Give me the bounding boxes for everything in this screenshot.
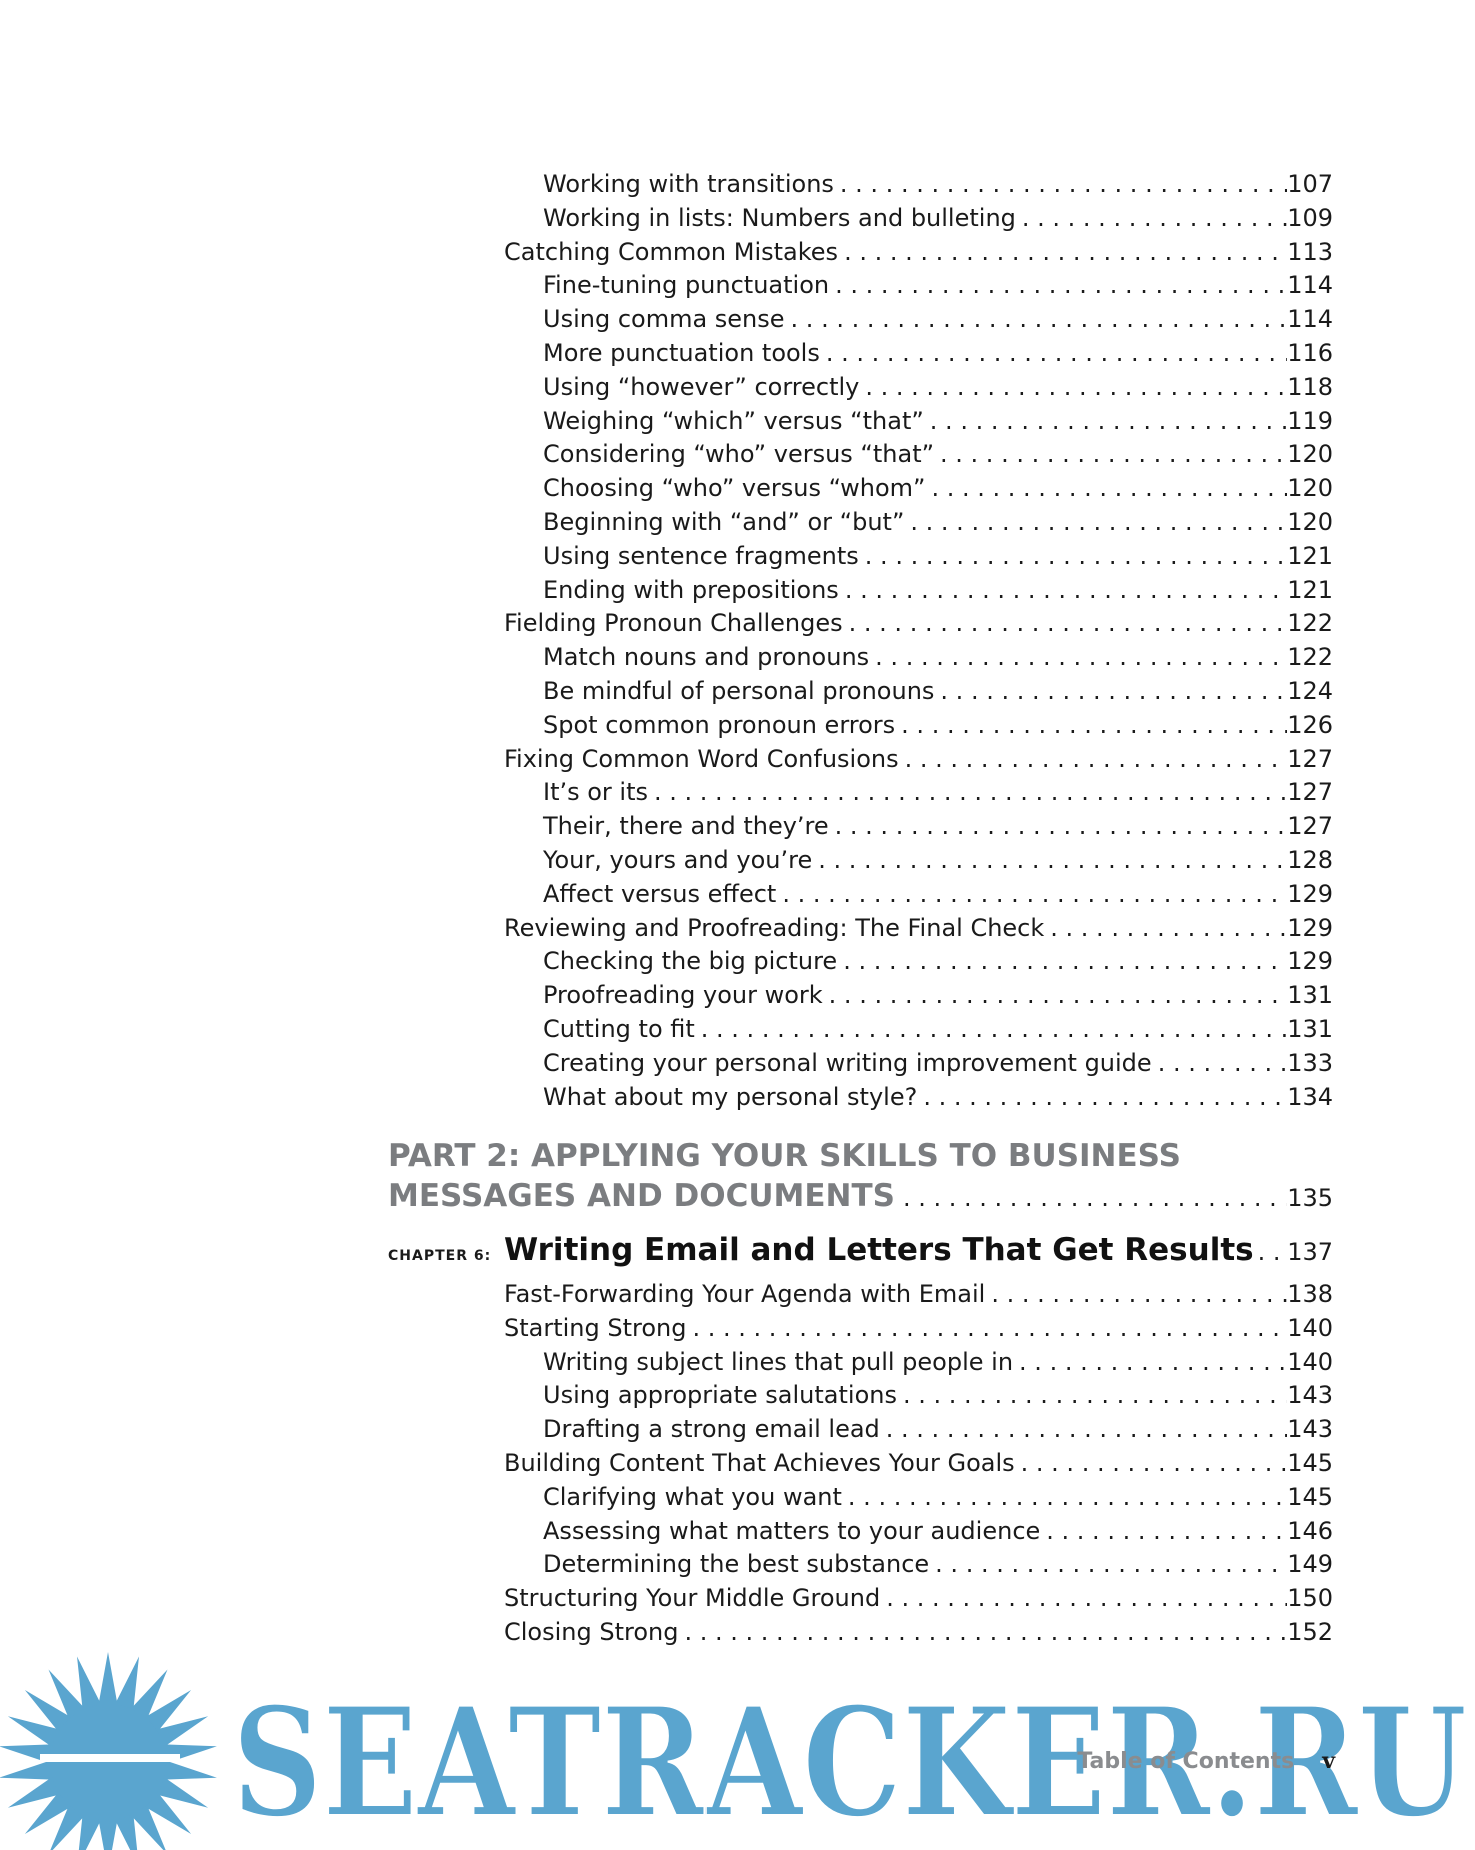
toc-entry-page: 124 [1287,677,1333,705]
toc-entry-title: Checking the big picture [543,947,838,976]
dot-leader [842,1482,1287,1512]
toc-entry-title: Using comma sense [543,305,785,334]
dot-leader [869,642,1287,672]
toc-entry-page: 134 [1287,1082,1333,1111]
dot-leader [838,237,1287,267]
toc-entry-title: Structuring Your Middle Ground [504,1584,881,1613]
toc-entry-title: Proofreading your work [543,981,823,1010]
part-heading-line2-row [388,1176,1333,1216]
dot-leader [648,777,1287,807]
toc-entry-title: Fixing Common Word Confusions [504,744,899,773]
toc-entry-page: 131 [1287,1015,1333,1043]
chapter-label: CHAPTER 6: [388,1248,492,1264]
toc-entry[interactable] [504,1583,1333,1613]
toc-entry-page: 131 [1287,981,1333,1010]
toc-entry-page: 114 [1287,271,1333,300]
toc-entry-page: 120 [1287,474,1333,503]
toc-entry-title: Assessing what matters to your audience [543,1516,1041,1545]
toc-entry-title: Creating your personal writing improvement guide [543,1048,1152,1077]
dot-leader [880,1414,1287,1444]
dot-leader [1044,913,1287,943]
toc-entry-title: Ending with prepositions [543,575,839,604]
toc-entry-title: What about my personal style? [543,1082,918,1111]
toc-entry-page: 127 [1287,778,1333,807]
toc-entry-title: Working in lists: Numbers and bulleting [543,203,1016,232]
dot-leader [926,473,1288,503]
toc-entry-page: 122 [1287,643,1333,672]
toc-entry[interactable] [543,1482,1333,1512]
part-heading-line2: MESSAGES AND DOCUMENTS [388,1178,895,1214]
toc-entry-page: 146 [1287,1516,1333,1545]
toc-entry[interactable] [543,372,1333,402]
toc-entry[interactable] [543,1549,1333,1579]
toc-entry-title: Fine-tuning punctuation [543,271,830,300]
toc-entry[interactable] [543,507,1333,537]
chapter-heading[interactable] [388,1232,1333,1276]
toc-entry[interactable] [504,237,1333,267]
toc-entry[interactable] [543,575,1333,605]
dot-leader [1254,1238,1288,1266]
toc-entry-page: 122 [1287,609,1333,638]
toc-entry-page: 143 [1287,1415,1333,1444]
toc-entry-page: 128 [1287,846,1333,874]
sun-burst-icon [0,1652,217,1850]
toc-entry-title: Working with transitions [543,170,834,198]
toc-entry-page: 129 [1287,913,1333,942]
toc-entry-page: 145 [1287,1449,1333,1477]
toc-entry-page: 145 [1287,1482,1333,1511]
toc-entry[interactable] [543,406,1333,436]
dot-leader [904,507,1287,537]
toc-entry[interactable] [543,710,1333,740]
dot-leader [695,1014,1287,1044]
footer-page-number: v [1322,1748,1335,1774]
toc-entry[interactable] [543,304,1333,334]
toc-entry-title: Clarifying what you want [543,1482,842,1511]
toc-entry[interactable] [543,1347,1333,1377]
toc-entry-title: Using sentence fragments [543,541,859,570]
toc-entry[interactable] [543,879,1333,909]
toc-entry[interactable] [543,338,1333,368]
toc-entry[interactable] [543,1048,1333,1078]
dot-leader [820,338,1287,368]
toc-entry[interactable] [543,1014,1333,1044]
toc-entry-title: Starting Strong [504,1313,687,1342]
toc-entry[interactable] [543,845,1333,875]
toc-entry-page: 116 [1287,339,1333,367]
dot-leader [1152,1048,1288,1078]
part-heading [388,1136,1333,1216]
toc-entry-title: Your, yours and you’re [543,846,813,874]
dot-leader [1015,1448,1288,1478]
dot-leader [917,1082,1287,1112]
toc-entry-page: 120 [1287,440,1333,469]
page-footer [1030,1748,1335,1774]
toc-entry-title: Choosing “who” versus “whom” [543,474,926,503]
toc-entry-page: 127 [1287,744,1333,773]
dot-leader [776,879,1287,909]
toc-entry-page: 140 [1287,1347,1333,1376]
watermark-text: SEATRACKER.RU [232,1675,1467,1850]
toc-entry-page: 152 [1287,1618,1333,1646]
toc-entry[interactable] [504,1279,1333,1309]
toc-entry[interactable] [543,1414,1333,1444]
toc-entry[interactable] [543,676,1333,706]
toc-entry[interactable] [504,913,1333,943]
dot-leader [829,811,1288,841]
dot-leader [895,1178,1287,1218]
toc-entry[interactable] [543,1516,1333,1546]
toc-entry[interactable] [543,541,1333,571]
dot-leader [934,439,1287,469]
toc-entry-title: Building Content That Achieves Your Goals [504,1449,1015,1477]
toc-entry-page: 138 [1287,1280,1333,1308]
toc-entry[interactable] [543,642,1333,672]
dot-leader [837,946,1287,976]
toc-entry-title: Spot common pronoun errors [543,710,896,739]
toc-entry-title: Considering “who” versus “that” [543,440,935,469]
dot-leader [895,710,1287,740]
dot-leader [1040,1516,1287,1546]
toc-entry-title: It’s or its [543,778,649,807]
toc-entry-page: 121 [1287,541,1333,570]
toc-entry-title: Using appropriate salutations [543,1381,897,1410]
toc-entry[interactable] [543,777,1333,807]
dot-leader [812,845,1287,875]
dot-leader [834,169,1287,199]
toc-entry-title: Closing Strong [504,1618,679,1646]
dot-leader [899,744,1288,774]
toc-entry-page: 150 [1287,1584,1333,1613]
chapter-title: Writing Email and Letters That Get Results [504,1232,1254,1268]
dot-leader [924,406,1287,436]
dot-leader [897,1380,1287,1410]
part-page-number: 135 [1287,1184,1333,1212]
toc-entry-page: 118 [1287,372,1333,401]
toc-entry[interactable] [543,473,1333,503]
toc-entry[interactable] [543,946,1333,976]
toc-entry-page: 120 [1287,508,1333,536]
toc-entry-page: 114 [1287,305,1333,334]
toc-entry-page: 121 [1287,575,1333,604]
part-heading-line1: PART 2: APPLYING YOUR SKILLS TO BUSINESS [388,1138,1181,1174]
dot-leader [829,270,1287,300]
dot-leader [934,676,1287,706]
dot-leader [880,1583,1287,1613]
footer-section-title: Table of Contents [1077,1749,1295,1774]
dot-leader [839,575,1287,605]
toc-entry[interactable] [543,270,1333,300]
toc-entry-page: 126 [1287,710,1333,739]
toc-entry-page: 129 [1287,879,1333,908]
toc-entry-title: Be mindful of personal pronouns [543,677,935,705]
toc-entry-title: Catching Common Mistakes [504,237,839,266]
toc-entry-title: Fast-Forwarding Your Agenda with Email [504,1280,986,1308]
dot-leader [686,1313,1287,1343]
toc-entry[interactable] [543,811,1333,841]
toc-entry-page: 127 [1287,812,1333,841]
toc-entry[interactable] [543,1082,1333,1112]
toc-entry-title: More punctuation tools [543,339,820,367]
toc-entry[interactable] [543,980,1333,1010]
dot-leader [678,1617,1287,1647]
toc-entry-title: Their, there and they’re [543,812,829,841]
toc-entry-title: Match nouns and pronouns [543,643,870,672]
toc-entry[interactable] [543,1380,1333,1410]
chapter-page-number: 137 [1287,1238,1333,1266]
dot-leader [859,541,1287,571]
toc-entry-page: 119 [1287,406,1333,435]
dot-leader [929,1549,1287,1579]
toc-entry[interactable] [504,608,1333,638]
toc-entry-title: Affect versus effect [543,879,777,908]
toc-entry-title: Writing subject lines that pull people in [543,1347,1014,1376]
toc-entry[interactable] [504,1617,1333,1647]
toc-entry-title: Cutting to fit [543,1015,695,1043]
toc-entry-page: 109 [1287,203,1333,232]
toc-entry-page: 129 [1287,947,1333,976]
toc-entry-title: Drafting a strong email lead [543,1415,880,1444]
dot-leader [823,980,1288,1010]
toc-entry-page: 107 [1287,170,1333,198]
toc-entry[interactable] [504,744,1333,774]
toc-entry-page: 113 [1287,237,1333,266]
dot-leader [1016,203,1287,233]
toc-entry-page: 140 [1287,1313,1333,1342]
dot-leader [843,608,1288,638]
dot-leader [859,372,1287,402]
toc-entry-title: Weighing “which” versus “that” [543,406,924,435]
toc-entry[interactable] [543,169,1333,199]
toc-entry-page: 143 [1287,1381,1333,1410]
toc-entry[interactable] [543,203,1333,233]
toc-entry-title: Reviewing and Proofreading: The Final Check [504,913,1045,942]
toc-entry[interactable] [504,1313,1333,1343]
toc-entry-title: Determining the best substance [543,1550,930,1579]
toc-entry-title: Beginning with “and” or “but” [543,508,905,536]
toc-entry-page: 149 [1287,1550,1333,1579]
toc-entry[interactable] [504,1448,1333,1478]
toc-entry-title: Fielding Pronoun Challenges [504,609,843,638]
toc-entry[interactable] [543,439,1333,469]
dot-leader [785,304,1288,334]
toc-entry-title: Using “however” correctly [543,372,860,401]
toc-entry-page: 133 [1287,1048,1333,1077]
dot-leader [985,1279,1287,1309]
dot-leader [1013,1347,1287,1377]
